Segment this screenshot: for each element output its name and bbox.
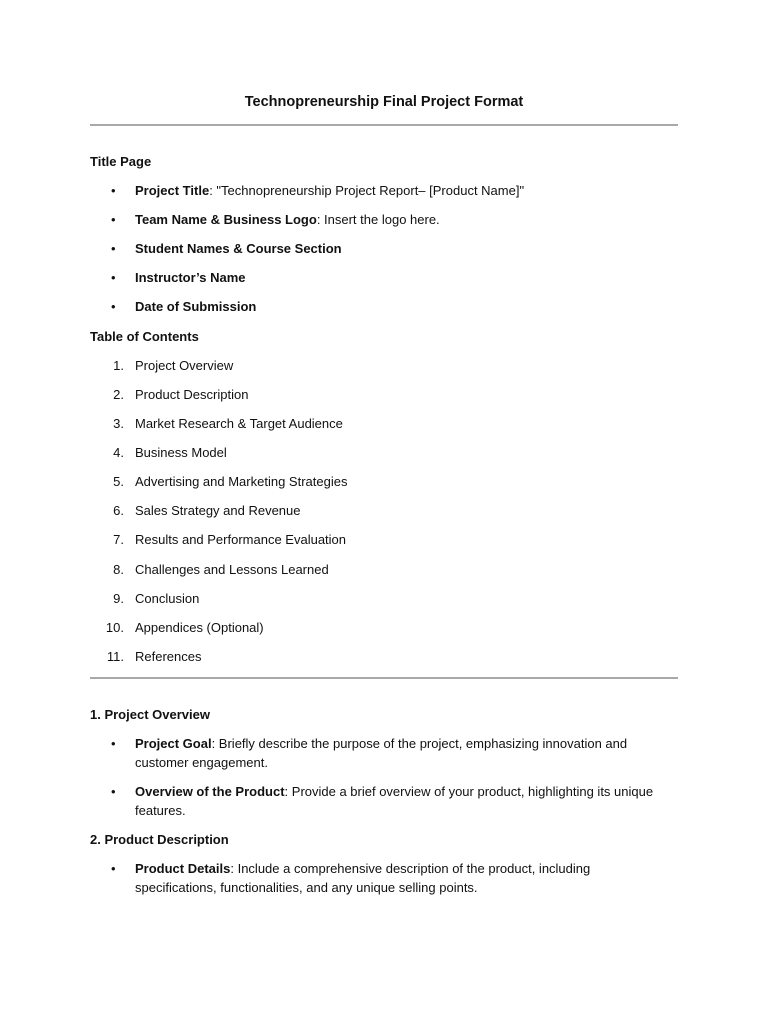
bullet-icon: • bbox=[111, 241, 116, 256]
bullet-icon: • bbox=[111, 861, 116, 876]
title-page-heading: Title Page bbox=[90, 154, 152, 169]
horizontal-rule bbox=[90, 677, 678, 679]
toc-item: Market Research & Target Audience bbox=[135, 416, 343, 431]
item-label: Overview of the Product bbox=[135, 784, 285, 799]
horizontal-rule bbox=[90, 124, 678, 126]
toc-item: Results and Performance Evaluation bbox=[135, 532, 347, 547]
item-text: : Insert the logo here. bbox=[316, 212, 440, 227]
toc-item: Challenges and Lessons Learned bbox=[135, 562, 329, 577]
toc-item: Appendices (Optional) bbox=[135, 620, 264, 635]
bullet-icon: • bbox=[111, 183, 116, 198]
list-item bbox=[135, 211, 440, 229]
toc-number: 4. bbox=[113, 445, 124, 460]
toc-number: 6. bbox=[113, 503, 124, 518]
list-item bbox=[135, 298, 256, 316]
item-text: : Provide a brief overview of your product, highlighting its unique features. bbox=[135, 784, 654, 818]
list-item bbox=[135, 269, 246, 287]
toc-number: 1. bbox=[113, 358, 124, 373]
toc-number: 5. bbox=[113, 474, 124, 489]
toc-number: 8. bbox=[113, 562, 124, 577]
item-label: Date of Submission bbox=[135, 299, 257, 314]
toc-item: Product Description bbox=[135, 387, 249, 402]
bullet-icon: • bbox=[111, 212, 116, 227]
item-label: Project Goal bbox=[135, 736, 212, 751]
toc-number: 3. bbox=[113, 416, 124, 431]
toc-item: Conclusion bbox=[135, 591, 200, 606]
toc-number: 2. bbox=[113, 387, 124, 402]
toc-item: Business Model bbox=[135, 445, 227, 460]
item-label: Team Name & Business Logo bbox=[135, 212, 317, 227]
bullet-icon: • bbox=[111, 270, 116, 285]
list-item bbox=[135, 182, 524, 200]
section-heading: 1. Project Overview bbox=[90, 707, 210, 722]
toc-number: 7. bbox=[113, 532, 124, 547]
item-label: Student Names & Course Section bbox=[135, 241, 342, 256]
list-item bbox=[135, 240, 342, 258]
bullet-icon: • bbox=[111, 736, 116, 751]
toc-number: 10. bbox=[105, 620, 124, 635]
bullet-icon: • bbox=[111, 299, 116, 314]
list-item bbox=[135, 859, 675, 897]
item-text: : Briefly describe the purpose of the project, emphasizing innovation and customer engagement. bbox=[135, 736, 628, 770]
item-text: : "Technopreneurship Project Report– [Product Name]" bbox=[209, 183, 525, 198]
item-label: Project Title bbox=[135, 183, 210, 198]
document-title: Technopreneurship Final Project Format bbox=[244, 94, 524, 110]
toc-heading: Table of Contents bbox=[90, 329, 199, 344]
section-heading: 2. Product Description bbox=[90, 832, 229, 847]
item-label: Instructor’s Name bbox=[135, 270, 246, 285]
item-label: Product Details bbox=[135, 861, 231, 876]
toc-item: Sales Strategy and Revenue bbox=[135, 503, 301, 518]
item-text: : Include a comprehensive description of the product, including specifications, functionalities, and any unique selling points. bbox=[135, 861, 591, 895]
toc-number: 9. bbox=[113, 591, 124, 606]
list-item bbox=[135, 734, 675, 772]
toc-item: Project Overview bbox=[135, 358, 234, 373]
toc-item: References bbox=[135, 649, 202, 664]
toc-number: 11. bbox=[106, 649, 124, 664]
bullet-icon: • bbox=[111, 784, 116, 799]
toc-item: Advertising and Marketing Strategies bbox=[135, 474, 348, 489]
list-item bbox=[135, 782, 675, 820]
